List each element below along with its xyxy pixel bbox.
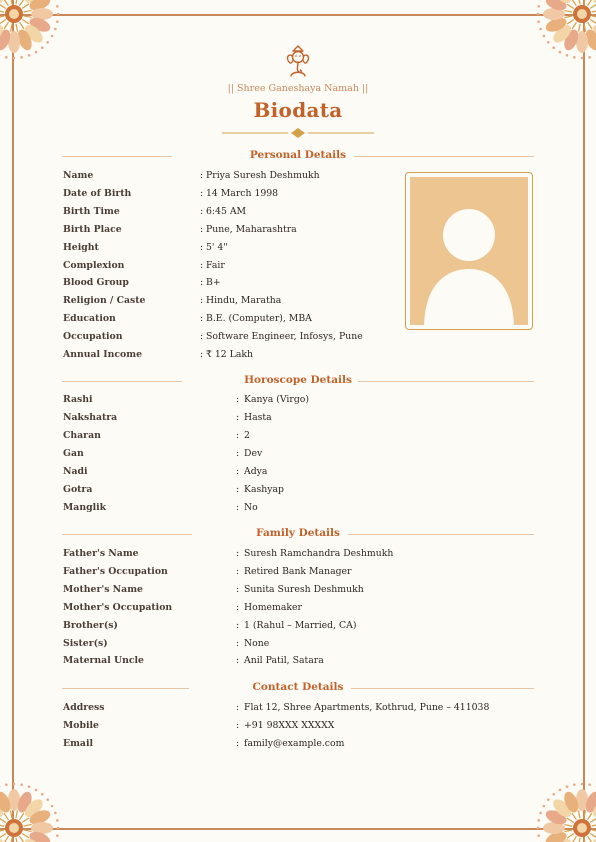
ganesha-icon [283, 44, 313, 78]
detail-value: Kashyap [244, 484, 284, 495]
detail-value: B.E. (Computer), MBA [206, 313, 312, 325]
detail-label: Manglik [63, 502, 107, 513]
detail-label: Charan [63, 430, 101, 441]
detail-value: Kanya (Virgo) [244, 394, 309, 405]
detail-row [63, 430, 523, 444]
detail-row [63, 566, 523, 580]
detail-value: Flat 12, Shree Apartments, Kothrud, Pune – 411038 [244, 702, 490, 713]
detail-value: family@example.com [244, 737, 345, 749]
detail-label: Mobile [63, 719, 99, 731]
detail-label: Blood Group [63, 277, 129, 289]
detail-separator: : [236, 637, 240, 649]
detail-separator: : [200, 187, 204, 199]
detail-row [63, 502, 523, 516]
section-heading-contact [62, 681, 534, 695]
detail-separator: : [200, 241, 204, 253]
detail-label: Date of Birth [63, 187, 132, 199]
detail-row [63, 260, 523, 274]
detail-separator: : [200, 349, 204, 360]
section-heading-horoscope [62, 374, 534, 388]
detail-value: Dev [244, 448, 263, 459]
detail-separator: : [236, 484, 240, 495]
detail-row [63, 224, 523, 238]
detail-value: None [244, 637, 270, 649]
detail-value: 14 March 1998 [206, 187, 279, 199]
detail-value: Fair [206, 259, 225, 271]
detail-label: Birth Place [63, 223, 122, 235]
detail-separator: : [200, 170, 204, 181]
detail-label: Religion / Caste [63, 295, 146, 307]
detail-value: +91 98XXX XXXXX [244, 719, 335, 731]
detail-row [63, 638, 523, 652]
detail-separator: : [200, 205, 204, 217]
detail-value: B+ [206, 277, 221, 289]
detail-label: Occupation [63, 331, 123, 343]
detail-row [63, 277, 523, 291]
detail-value: Suresh Ramchandra Deshmukh [244, 548, 394, 559]
detail-separator: : [236, 737, 240, 749]
detail-row [63, 584, 523, 598]
detail-separator: : [236, 394, 240, 405]
detail-label: Mother's Name [63, 583, 143, 595]
detail-label: Maternal Uncle [63, 655, 144, 667]
detail-value: Homemaker [244, 601, 302, 613]
section-heading-label: Contact Details [247, 681, 350, 693]
detail-row [63, 170, 523, 184]
detail-separator: : [200, 259, 204, 271]
page-border-left [12, 0, 14, 842]
detail-row [63, 188, 523, 202]
detail-value: Sunita Suresh Deshmukh [244, 583, 364, 595]
detail-value: Priya Suresh Deshmukh [206, 170, 320, 181]
detail-row [63, 448, 523, 462]
detail-row [63, 206, 523, 220]
detail-separator: : [236, 548, 240, 559]
detail-value: Anil Patil, Satara [244, 655, 324, 667]
detail-label: Brother(s) [63, 619, 118, 631]
detail-separator: : [236, 565, 240, 577]
detail-row [63, 738, 523, 752]
detail-value: Hasta [244, 412, 272, 423]
detail-value: 5' 4" [206, 241, 228, 253]
detail-label: Height [63, 241, 99, 253]
detail-row [63, 394, 523, 408]
detail-row [63, 655, 523, 669]
detail-separator: : [200, 295, 204, 307]
detail-label: Birth Time [63, 205, 120, 217]
detail-label: Father's Occupation [63, 565, 168, 577]
detail-separator: : [236, 412, 240, 423]
detail-label: Father's Name [63, 548, 139, 559]
detail-row [63, 295, 523, 309]
section-heading-family [62, 527, 534, 541]
detail-label: Address [63, 702, 105, 713]
section-heading-label: Family Details [250, 527, 346, 539]
mandala-flower-icon [496, 742, 596, 842]
detail-value: Hindu, Maratha [206, 295, 282, 307]
detail-separator: : [236, 466, 240, 477]
detail-separator: : [236, 583, 240, 595]
detail-label: Email [63, 737, 94, 749]
detail-value: 1 (Rahul – Married, CA) [244, 619, 357, 631]
detail-row [63, 412, 523, 426]
detail-row [63, 602, 523, 616]
detail-label: Nakshatra [63, 412, 118, 423]
detail-row [63, 242, 523, 256]
detail-separator: : [236, 619, 240, 631]
section-heading-personal [62, 149, 534, 163]
invocation-text: || Shree Ganeshaya Namah || [227, 83, 369, 94]
detail-label: Gan [63, 448, 84, 459]
detail-label: Sister(s) [63, 637, 108, 649]
detail-label: Nadi [63, 466, 88, 477]
detail-row [63, 702, 523, 716]
detail-separator: : [200, 223, 204, 235]
detail-separator: : [236, 502, 240, 513]
detail-value: Adya [244, 466, 268, 477]
detail-row [63, 548, 523, 562]
detail-separator: : [236, 601, 240, 613]
detail-value: Software Engineer, Infosys, Pune [206, 331, 363, 343]
detail-separator: : [236, 655, 240, 667]
detail-row [63, 313, 523, 327]
detail-value: 2 [244, 430, 250, 441]
detail-value: No [244, 502, 258, 513]
detail-row [63, 466, 523, 480]
detail-label: Name [63, 170, 94, 181]
detail-label: Rashi [63, 394, 93, 405]
detail-label: Education [63, 313, 116, 325]
section-heading-label: Personal Details [244, 149, 352, 161]
page-border-right [583, 0, 585, 842]
mandala-flower-icon [0, 742, 100, 842]
detail-row [63, 720, 523, 734]
title-divider [222, 126, 374, 140]
detail-label: Complexion [63, 259, 125, 271]
detail-row [63, 484, 523, 498]
detail-value: 6:45 AM [206, 205, 247, 217]
detail-value: Pune, Maharashtra [206, 223, 297, 235]
detail-separator: : [236, 702, 240, 713]
detail-value: Retired Bank Manager [244, 565, 352, 577]
detail-label: Annual Income [63, 349, 143, 360]
detail-row [63, 331, 523, 345]
detail-value: ₹ 12 Lakh [206, 349, 253, 360]
detail-separator: : [200, 277, 204, 289]
detail-separator: : [236, 448, 240, 459]
detail-label: Gotra [63, 484, 93, 495]
section-heading-label: Horoscope Details [238, 374, 358, 386]
detail-row [63, 620, 523, 634]
detail-separator: : [200, 331, 204, 343]
detail-separator: : [236, 430, 240, 441]
detail-separator: : [236, 719, 240, 731]
detail-separator: : [200, 313, 204, 325]
detail-row [63, 349, 523, 363]
page-title: Biodata [253, 98, 343, 122]
detail-label: Mother's Occupation [63, 601, 173, 613]
